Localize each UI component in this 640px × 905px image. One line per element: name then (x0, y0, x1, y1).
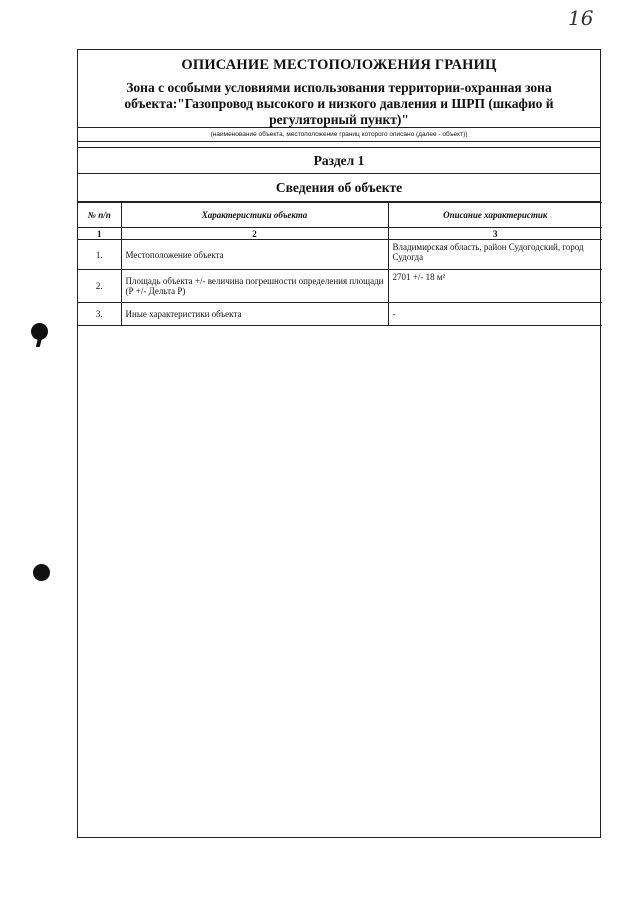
object-info-table (78, 202, 602, 326)
row-characteristic: Местоположение объекта (121, 240, 388, 270)
section-title: Раздел 1 (78, 148, 600, 174)
table-header-row (78, 203, 602, 228)
row-characteristic: Иные характеристики объекта (121, 303, 388, 326)
column-number: 1 (78, 228, 121, 240)
column-number: 2 (121, 228, 388, 240)
header-characteristic: Характеристики объекта (121, 203, 388, 228)
row-number: 2. (78, 270, 121, 303)
document-subtitle: Зона с особыми условиями использования территории-охранная зона объекта:"Газопровод высокого и низкого давления и ШРП (шкафио й регуляторный пункт)" (124, 80, 554, 127)
table-row (78, 240, 602, 270)
column-number-row (78, 228, 602, 240)
row-characteristic: Площадь объекта +/- величина погрешности определения площади (Р +/- Дельта Р) (121, 270, 388, 303)
row-description: - (388, 303, 602, 326)
object-caption: (наименование объекта, местоположение границ которого описано (далее - объект)) (78, 128, 600, 142)
column-number: 3 (388, 228, 602, 240)
document-title: ОПИСАНИЕ МЕСТОПОЛОЖЕНИЯ ГРАНИЦ (181, 57, 497, 73)
table-row (78, 270, 602, 303)
page-number: 16 (568, 6, 594, 30)
document-header (78, 50, 600, 128)
row-number: 3. (78, 303, 121, 326)
header-num: № п/п (78, 203, 121, 228)
document-frame (77, 49, 601, 838)
table-row (78, 303, 602, 326)
row-description: 2701 +/- 18 м² (388, 270, 602, 303)
punch-hole-bottom (33, 564, 50, 581)
punch-hole-top (31, 323, 48, 340)
info-heading: Сведения об объекте (78, 174, 600, 202)
row-description: Владимирская область, район Судогодский, город Судогда (388, 240, 602, 270)
row-number: 1. (78, 240, 121, 270)
header-description: Описание характеристик (388, 203, 602, 228)
